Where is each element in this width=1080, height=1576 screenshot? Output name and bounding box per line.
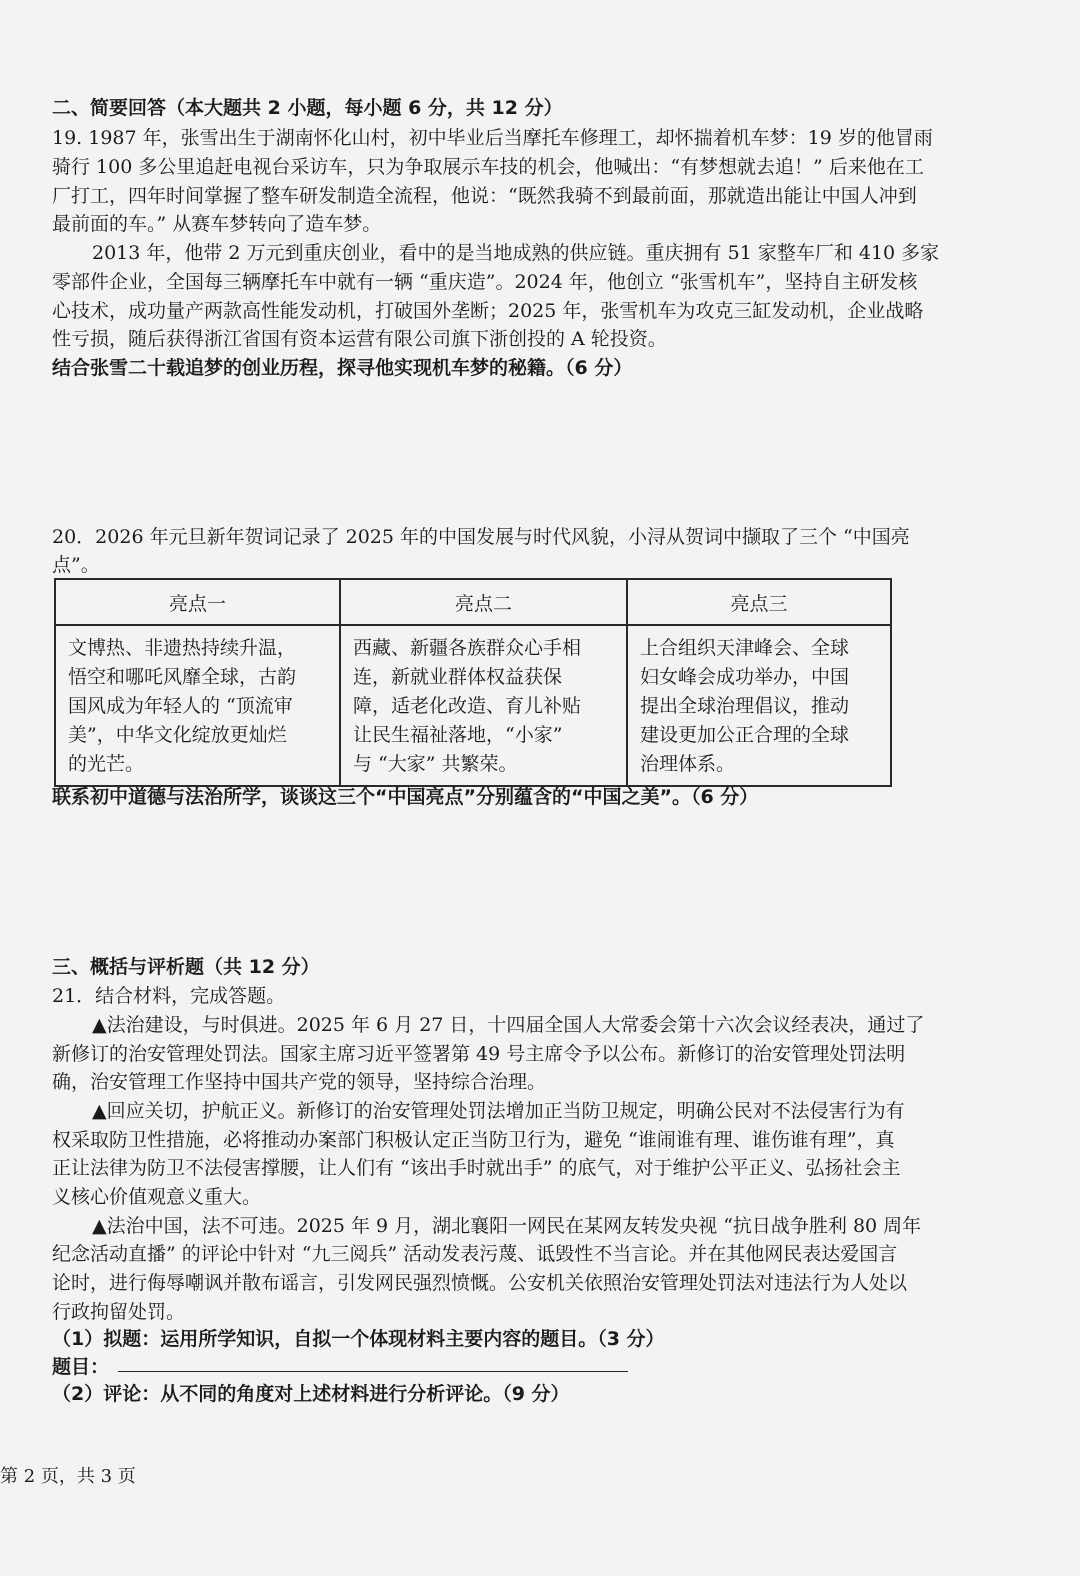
q20-line: 点”。 <box>52 554 100 576</box>
material-line: ▲法治中国，法不可违。2025 年 9 月，湖北襄阳一网民在某网友转发央视 “抗日战争胜利 80 周年 <box>92 1215 922 1237</box>
cell-line: 提出全球治理倡议，推动 <box>640 695 850 717</box>
material-line: 正让法律为防卫不法侵害撑腰，让人们有 “该出手时就出手” 的底气，对于维护公平正义、弘扬社会主 <box>52 1157 901 1179</box>
material-line: 义核心价值观意义重大。 <box>52 1186 262 1208</box>
page-footer: 第 2 页，共 3 页 <box>0 1466 136 1487</box>
cell-line: 治理体系。 <box>640 753 736 775</box>
table-cell <box>627 625 891 786</box>
material-line: 论时，进行侮辱嘲讽并散布谣言，引发网民强烈愤慨。公安机关依照治安管理处罚法对违法行为人处以 <box>52 1272 908 1294</box>
table-cell <box>340 625 627 786</box>
q19-question: 结合张雪二十载追梦的创业历程，探寻他实现机车梦的秘籍。（6 分） <box>52 357 633 379</box>
material-line: 纪念活动直播” 的评论中针对 “九三阅兵” 活动发表污蔑、诋毁性不当言论。并在其他网民表达爱国言 <box>52 1243 898 1265</box>
cell-line: 美”，中华文化绽放更灿烂 <box>68 724 287 746</box>
table-header: 亮点三 <box>627 579 891 625</box>
material-line: 权采取防卫性措施，必将推动办案部门积极认定正当防卫行为，避免 “谁闹谁有理、谁伤谁有理”，真 <box>52 1129 895 1151</box>
table-cell <box>55 625 340 786</box>
material-line: 新修订的治安管理处罚法。国家主席习近平签署第 49 号主席令予以公布。新修订的治安管理处罚法明 <box>52 1043 906 1065</box>
table-header-row <box>55 579 891 625</box>
q19-para2-line: 零部件企业，全国每三辆摩托车中就有一辆 “重庆造”。2024 年，他创立 “张雪机车”，坚持自主研发核 <box>52 271 918 293</box>
q19-para2-line: 心技术，成功量产两款高性能发动机，打破国外垄断；2025 年，张雪机车为攻克三缸发动机，企业战略 <box>52 300 924 322</box>
table-header: 亮点一 <box>55 579 340 625</box>
material-line: 确，治安管理工作坚持中国共产党的领导，坚持综合治理。 <box>52 1071 547 1093</box>
cell-line: 国风成为年轻人的 “顶流审 <box>68 695 293 717</box>
q19-line: 最前面的车。” 从赛车梦转向了造车梦。 <box>52 213 382 235</box>
cell-line: 与 “大家” 共繁荣。 <box>353 753 518 775</box>
q21-sub1: （1）拟题：运用所学知识，自拟一个体现材料主要内容的题目。（3 分） <box>52 1328 665 1350</box>
table-header: 亮点二 <box>340 579 627 625</box>
material-line: ▲法治建设，与时俱进。2025 年 6 月 27 日，十四届全国人大常委会第十六次会议经表决，通过了 <box>92 1014 925 1036</box>
cell-line: 文博热、非遗热持续升温， <box>68 637 297 659</box>
cell-line: 的光芒。 <box>68 753 145 775</box>
highlights-table <box>54 578 892 787</box>
title-label: 题目： <box>52 1356 110 1378</box>
q21-intro: 21．结合材料，完成答题。 <box>52 985 286 1007</box>
cell-line: 上合组织天津峰会、全球 <box>640 637 850 659</box>
section3-heading: 三、概括与评析题（共 12 分） <box>52 956 320 978</box>
q20-question: 联系初中道德与法治所学，谈谈这三个“中国亮点”分别蕴含的“中国之美”。（6 分） <box>52 786 759 808</box>
q21-sub2: （2）评论：从不同的角度对上述材料进行分析评论。（9 分） <box>52 1383 570 1405</box>
q20-line: 20．2026 年元旦新年贺词记录了 2025 年的中国发展与时代风貌，小浔从贺词中撷取了三个 “中国亮 <box>52 526 910 548</box>
cell-line: 妇女峰会成功举办，中国 <box>640 666 850 688</box>
cell-line: 悟空和哪吒风靡全球，古韵 <box>68 666 297 688</box>
cell-line: 障，适老化改造、育儿补贴 <box>353 695 582 717</box>
q19-para2-line: 2013 年，他带 2 万元到重庆创业，看中的是当地成熟的供应链。重庆拥有 51 家整车厂和 410 多家 <box>92 242 940 264</box>
q19-line: 19. 1987 年，张雪出生于湖南怀化山村，初中毕业后当摩托车修理工，却怀揣着机车梦：19 岁的他冒雨 <box>52 127 933 149</box>
cell-line: 建设更加公正合理的全球 <box>640 724 850 746</box>
q19-para2-line: 性亏损，随后获得浙江省国有资本运营有限公司旗下浙创投的 A 轮投资。 <box>52 328 667 350</box>
table-row <box>55 625 891 786</box>
material-line: 行政拘留处罚。 <box>52 1301 186 1323</box>
cell-line: 连，新就业群体权益获保 <box>353 666 563 688</box>
title-answer-line[interactable] <box>118 1371 628 1372</box>
cell-line: 让民生福祉落地，“小家” <box>353 724 563 746</box>
section2-heading: 二、简要回答（本大题共 2 小题，每小题 6 分，共 12 分） <box>52 97 563 119</box>
material-line: ▲回应关切，护航正义。新修订的治安管理处罚法增加正当防卫规定，明确公民对不法侵害行为有 <box>92 1100 905 1122</box>
q19-line: 厂打工，四年时间掌握了整车研发制造全流程，他说：“既然我骑不到最前面，那就造出能让中国人冲到 <box>52 185 917 207</box>
q19-line: 骑行 100 多公里追赶电视台采访车，只为争取展示车技的机会，他喊出：“有梦想就去追！” 后来他在工 <box>52 156 924 178</box>
cell-line: 西藏、新疆各族群众心手相 <box>353 637 582 659</box>
